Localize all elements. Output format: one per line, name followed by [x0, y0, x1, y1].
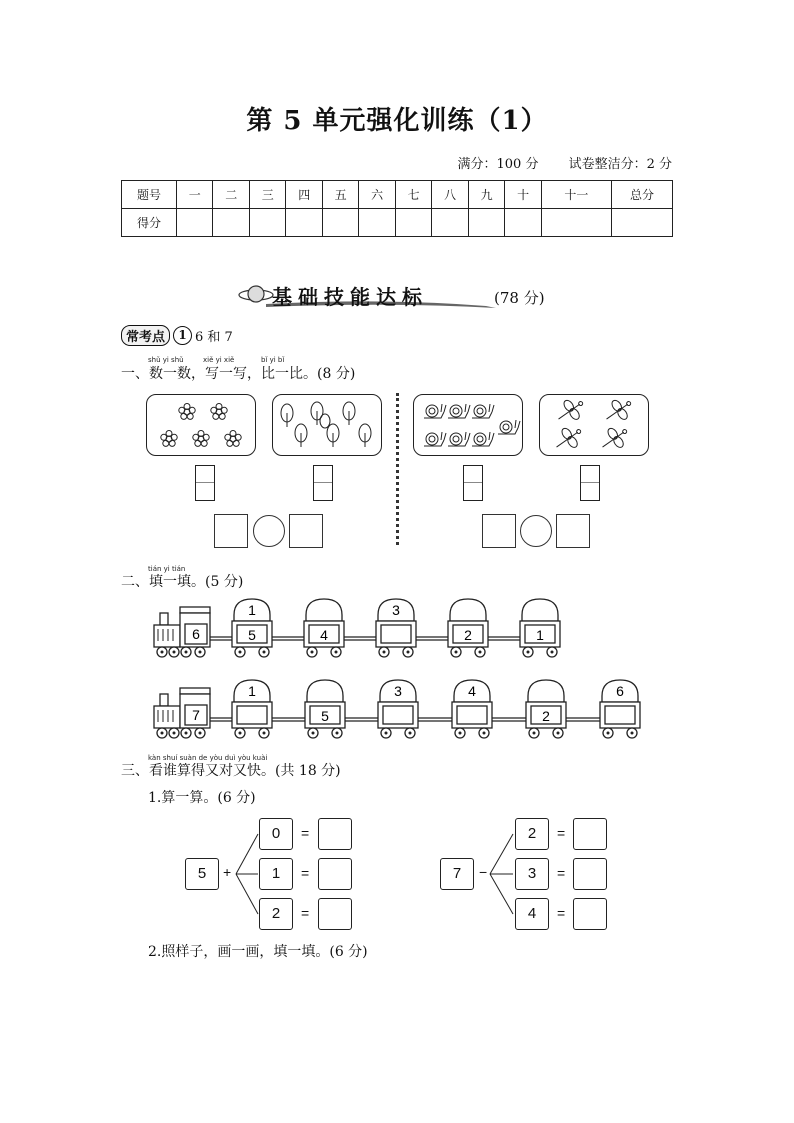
neat-score: 试卷整洁分：2 分: [568, 157, 672, 172]
score-table-cell: 十: [505, 181, 541, 209]
score-table-cell: 五: [322, 181, 358, 209]
count-answer-box[interactable]: [580, 465, 600, 501]
car-top-number: 1: [248, 602, 256, 618]
snail-icon: [414, 395, 522, 455]
score-table: [121, 180, 673, 237]
equals-sign: =: [557, 825, 566, 841]
answer-box[interactable]: [318, 858, 352, 890]
score-input-cell[interactable]: [612, 209, 673, 237]
answer-box[interactable]: [573, 898, 607, 930]
score-table-cell: 四: [286, 181, 322, 209]
car-number-box[interactable]: [605, 706, 635, 724]
dragonfly-icon: [540, 395, 648, 455]
wheel-hub: [527, 651, 530, 654]
pinyin: kàn shuí suàn de yòu duì yòu kuài: [148, 754, 268, 762]
score-input-cell[interactable]: [432, 209, 468, 237]
score-input-cell[interactable]: [249, 209, 285, 237]
score-table-cell: 九: [468, 181, 504, 209]
count-answer-box[interactable]: [195, 465, 215, 501]
count-answer-box[interactable]: [463, 465, 483, 501]
wheel-hub: [185, 732, 188, 735]
car-dome: [306, 599, 342, 621]
operator-plus: +: [223, 864, 232, 880]
score-table-cell: 十一: [541, 181, 611, 209]
wheel-hub: [479, 651, 482, 654]
car-top-number: 4: [468, 683, 476, 699]
score-table-cell: 八: [432, 181, 468, 209]
car-dome: [307, 680, 343, 702]
operator-minus: −: [479, 864, 488, 880]
score-table-cell: 总分: [612, 181, 673, 209]
equals-sign: =: [557, 865, 566, 881]
question-3-sub1: 1.算一算。(6 分): [148, 790, 256, 806]
answer-box[interactable]: [573, 818, 607, 850]
score-table-cell: 题号: [122, 181, 177, 209]
wheel-hub: [199, 732, 202, 735]
section-points: (78 分): [494, 289, 545, 307]
car-dome: [528, 680, 564, 702]
flower-picture-box: [146, 394, 256, 456]
score-table-cell: 三: [249, 181, 285, 209]
engine-number: 6: [192, 626, 200, 642]
wheel-hub: [161, 651, 164, 654]
divider: [396, 393, 399, 545]
calc-operand: 2: [515, 818, 549, 850]
score-info: [432, 153, 673, 172]
compare-box[interactable]: [556, 514, 590, 548]
dragonfly-picture-box: [539, 394, 649, 456]
score-table-cell: 一: [177, 181, 213, 209]
calc-operand: 4: [515, 898, 549, 930]
wheel-hub: [383, 651, 386, 654]
wheel-hub: [455, 651, 458, 654]
train-1-drawing: [154, 599, 560, 657]
wheel-hub: [533, 732, 536, 735]
pinyin: bǐ yi bǐ: [261, 356, 285, 364]
score-input-cell[interactable]: [286, 209, 322, 237]
car-bottom-number: 5: [321, 708, 329, 724]
car-number-box[interactable]: [383, 706, 413, 724]
knowledge-point-label: 常考点: [121, 325, 170, 346]
engine-roof: [180, 607, 210, 613]
car-number-box[interactable]: [237, 706, 267, 724]
equals-sign: =: [301, 865, 310, 881]
score-input-cell[interactable]: [213, 209, 249, 237]
car-top-number: 3: [394, 683, 402, 699]
knowledge-point-number: 1: [173, 326, 192, 345]
wheel-hub: [311, 651, 314, 654]
wheel-hub: [631, 732, 634, 735]
train-2: [150, 676, 650, 746]
calc-operand: 0: [259, 818, 293, 850]
car-bottom-number: 2: [542, 708, 550, 724]
answer-box[interactable]: [573, 858, 607, 890]
car-bottom-number: 4: [320, 627, 328, 643]
compare-circle[interactable]: [253, 515, 285, 547]
wheel-hub: [185, 651, 188, 654]
score-table-cell: 六: [359, 181, 395, 209]
score-input-cell[interactable]: [322, 209, 358, 237]
equals-sign: =: [301, 825, 310, 841]
flower-icon: [147, 395, 255, 455]
wheel-hub: [551, 651, 554, 654]
score-input-cell[interactable]: [395, 209, 431, 237]
compare-box[interactable]: [214, 514, 248, 548]
car-dome: [522, 599, 558, 621]
wheel-hub: [263, 651, 266, 654]
engine-roof: [180, 688, 210, 694]
train-2-drawing: [154, 680, 640, 738]
calc-start-number: 7: [440, 858, 474, 890]
wheel-hub: [607, 732, 610, 735]
score-input-cell[interactable]: [468, 209, 504, 237]
snail-picture-box: [413, 394, 523, 456]
wheel-hub: [335, 651, 338, 654]
pinyin: xiě yi xiě: [203, 356, 235, 364]
compare-box[interactable]: [482, 514, 516, 548]
wheel-hub: [239, 651, 242, 654]
question-3-sub2: 2.照样子，画一画，填一填。(6 分): [148, 944, 368, 960]
answer-box[interactable]: [318, 898, 352, 930]
calc-operand: 3: [515, 858, 549, 890]
wheel-hub: [263, 732, 266, 735]
car-top-number: 1: [248, 683, 256, 699]
pinyin: tián yi tián: [148, 565, 186, 573]
score-table-header-row: [122, 181, 673, 209]
wheel-hub: [409, 732, 412, 735]
question-2-text: 二、填一填。(5 分): [121, 574, 244, 590]
wheel-hub: [336, 732, 339, 735]
section-banner-title: 基础技能达标: [272, 285, 428, 309]
engine-chimney: [160, 694, 168, 706]
equals-sign: =: [557, 905, 566, 921]
score-input-cell[interactable]: [177, 209, 213, 237]
calc-operand: 2: [259, 898, 293, 930]
car-number-box[interactable]: [457, 706, 487, 724]
car-top-number: 3: [392, 602, 400, 618]
tree-icon: [273, 395, 381, 455]
train-1: [150, 595, 650, 665]
score-input-cell[interactable]: [541, 209, 611, 237]
score-table-cell: 得分: [122, 209, 177, 237]
equals-sign: =: [301, 905, 310, 921]
score-table-cell: 七: [395, 181, 431, 209]
wheel-hub: [161, 732, 164, 735]
question-1-text: 一、数一数，写一写，比一比。(8 分): [121, 366, 356, 382]
wheel-hub: [173, 732, 176, 735]
answer-box[interactable]: [318, 818, 352, 850]
page-title: 第 5 单元强化训练（1）: [246, 106, 548, 136]
score-input-cell[interactable]: [359, 209, 395, 237]
wheel-hub: [385, 732, 388, 735]
wheel-hub: [483, 732, 486, 735]
score-table-cell: 二: [213, 181, 249, 209]
car-bottom-number: 5: [248, 627, 256, 643]
score-table-score-row: [122, 209, 673, 237]
question-3-text: 三、看谁算得又对又快。(共 18 分): [121, 763, 341, 779]
calc-operand: 1: [259, 858, 293, 890]
car-bottom-number: 2: [464, 627, 472, 643]
engine-number: 7: [192, 707, 200, 723]
car-bottom-number: 1: [536, 627, 544, 643]
wheel-hub: [199, 651, 202, 654]
count-answer-box[interactable]: [313, 465, 333, 501]
engine-chimney: [160, 613, 168, 625]
car-dome: [450, 599, 486, 621]
knowledge-point-topic: 6 和 7: [195, 330, 233, 345]
knowledge-point: [121, 325, 233, 346]
car-top-number: 6: [616, 683, 624, 699]
compare-circle[interactable]: [520, 515, 552, 547]
calc-start-number: 5: [185, 858, 219, 890]
score-input-cell[interactable]: [505, 209, 541, 237]
wheel-hub: [173, 651, 176, 654]
wheel-hub: [407, 651, 410, 654]
full-score: 满分：100 分: [457, 157, 539, 172]
wheel-hub: [312, 732, 315, 735]
compare-box[interactable]: [289, 514, 323, 548]
car-number-box[interactable]: [381, 625, 411, 643]
wheel-hub: [239, 732, 242, 735]
wheel-hub: [557, 732, 560, 735]
tree-picture-box: [272, 394, 382, 456]
wheel-hub: [459, 732, 462, 735]
pinyin: shǔ yi shǔ: [148, 356, 184, 364]
